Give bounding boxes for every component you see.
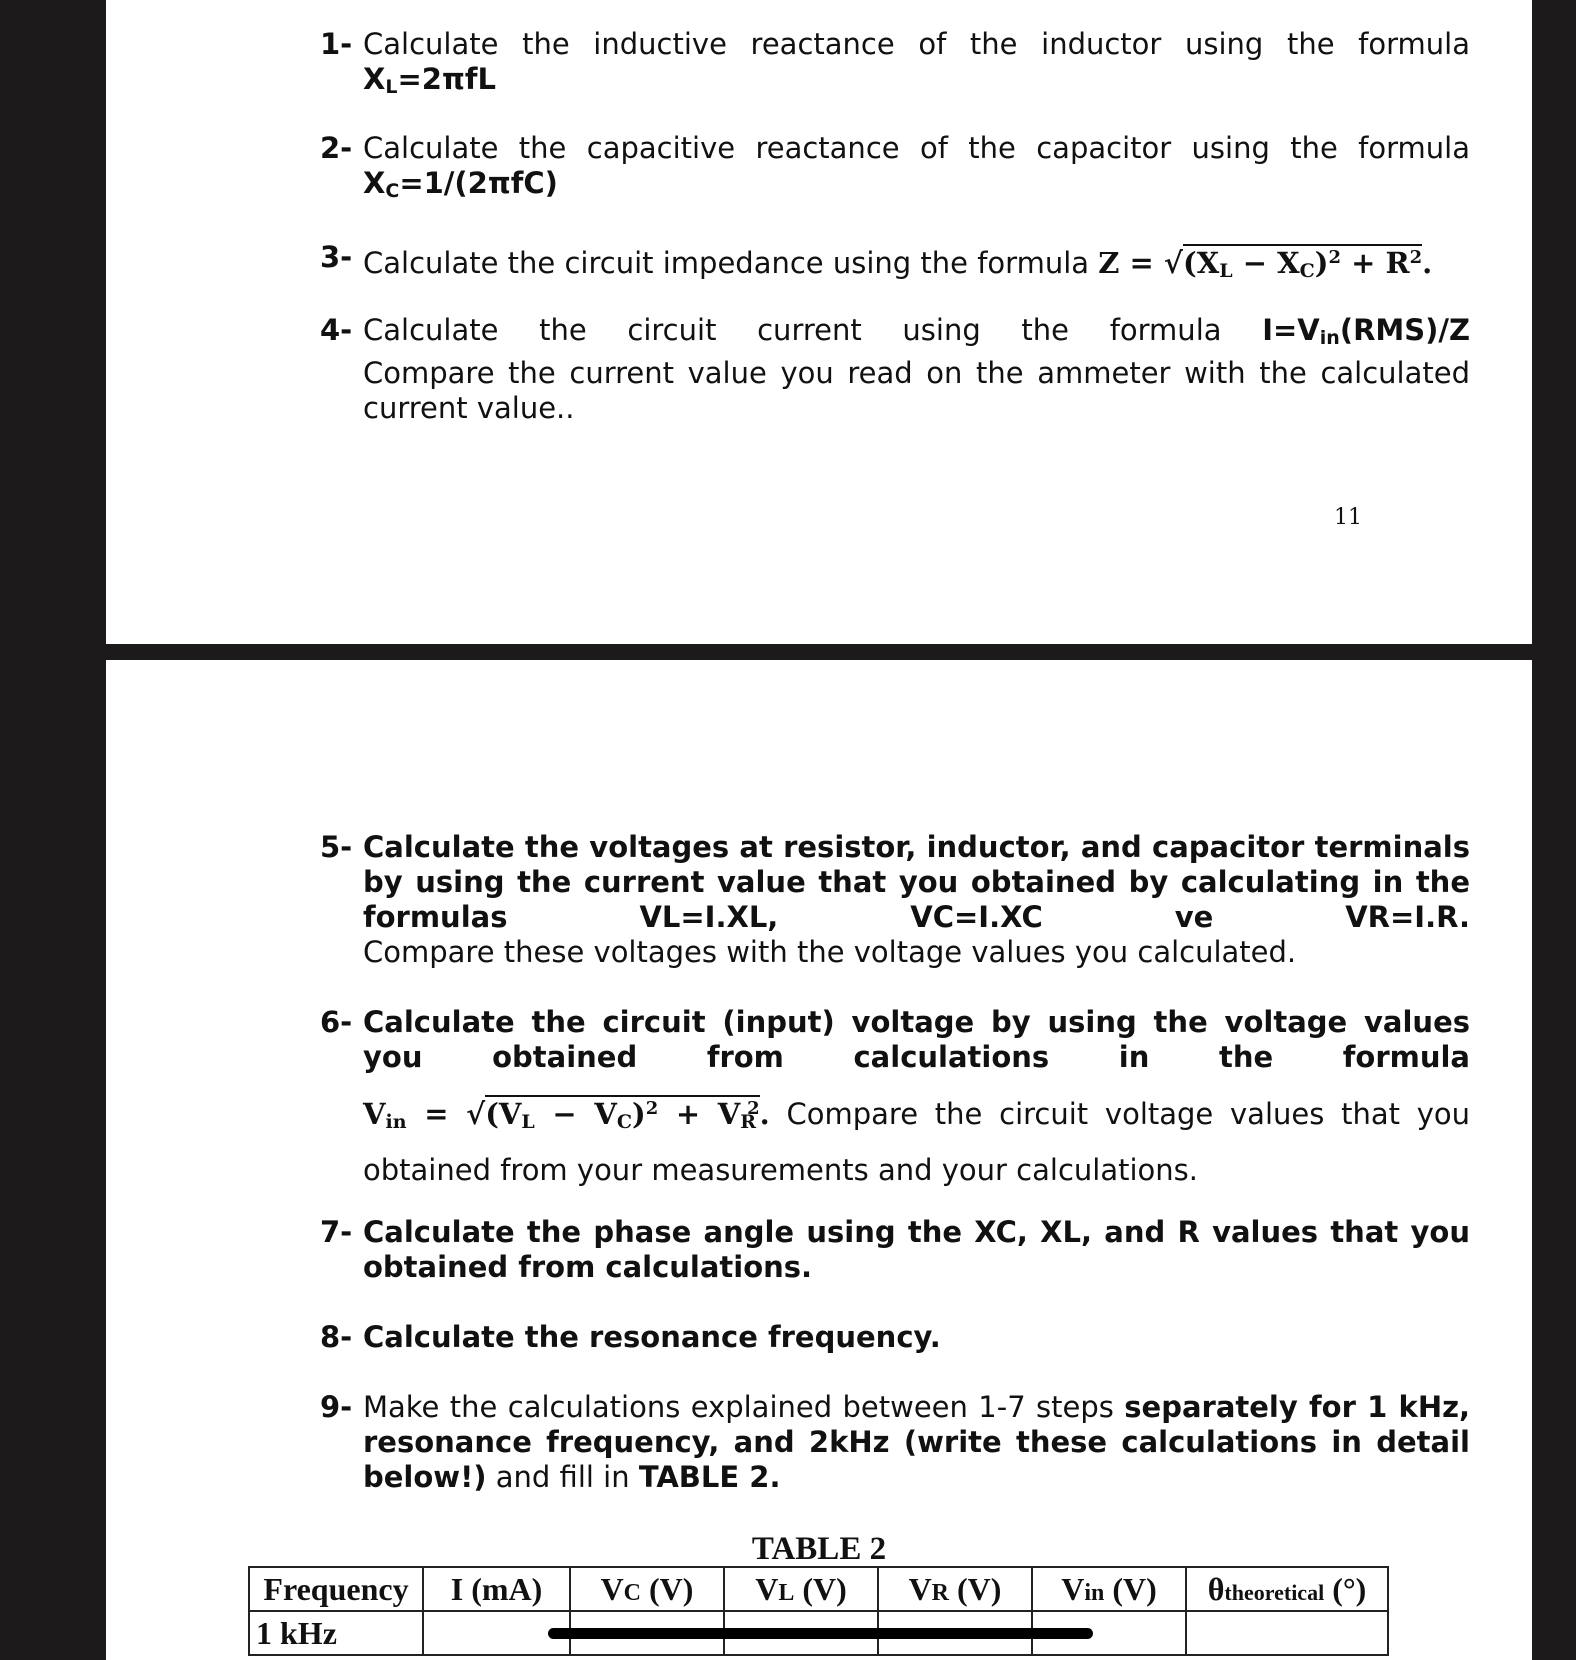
formula-xc: $X_C=1/(2\pi fC)$ <box>363 166 558 202</box>
step-number: 8- <box>320 1320 353 1354</box>
step-text-2: Compare these voltages with the voltage values you calculated. <box>363 935 1297 969</box>
step-3 <box>320 240 1470 289</box>
step-number: 7- <box>320 1215 353 1249</box>
header-vin: Vin (V) <box>1032 1567 1186 1611</box>
table-header-row <box>249 1567 1388 1611</box>
table-2 <box>248 1566 1389 1656</box>
formula-xl: $X_L=2\pi fL$ <box>363 62 496 98</box>
step-text: Make the calculations explained between 1-7 steps <box>363 1390 1114 1424</box>
home-indicator-bar[interactable] <box>548 1628 1093 1639</box>
page-number: 11 <box>1334 505 1362 530</box>
step-text: Calculate the resonance frequency. <box>363 1320 941 1354</box>
step-7 <box>320 1215 1470 1285</box>
header-theta: θtheoretical (°) <box>1186 1567 1388 1611</box>
step-text: Calculate the phase angle using the XC, XL, and R values that you obtained from calculations. <box>363 1215 1470 1284</box>
document-page-11 <box>106 0 1532 644</box>
step-text: Calculate the circuit impedance using the formula <box>363 246 1090 280</box>
step-text-2: $V_{in} = √(V_L - V_C)^2 + V_R^2$. Compare the circuit voltage values that you obtained from your measurements and your calculations. <box>363 1097 1471 1187</box>
step-text-line1: Calculate the circuit current using the formula $I=V_{in}(RMS)/Z$ <box>363 313 1471 349</box>
step-number: 9- <box>320 1390 353 1424</box>
header-vc: VC (V) <box>570 1567 724 1611</box>
step-text-bold: separately for 1 kHz, resonance frequency, and 2kHz (write these calculations in detail below!) <box>363 1390 1471 1494</box>
table-reference: TABLE 2. <box>638 1460 781 1494</box>
step-number: 1- <box>320 27 353 61</box>
header-frequency: Frequency <box>249 1567 423 1611</box>
step-8 <box>320 1320 1470 1355</box>
step-text: Calculate the capacitive reactance of the capacitor using the formula <box>363 131 1470 165</box>
step-number: 3- <box>320 240 353 274</box>
header-vr: VR (V) <box>878 1567 1032 1611</box>
step-4 <box>320 313 1470 426</box>
cell-frequency: 1 kHz <box>249 1611 423 1655</box>
step-1 <box>320 27 1470 105</box>
document-page-12 <box>106 660 1532 1660</box>
step-number: 6- <box>320 1005 353 1039</box>
step-text: Calculate the circuit (input) voltage by using the voltage values you obtained from calculations in the formula <box>363 1005 1470 1074</box>
formula-impedance: $Z = √(X_L - X_C)^2 + R^2$. <box>1098 246 1433 282</box>
step-text-2: and fill in <box>495 1460 630 1494</box>
step-number: 5- <box>320 830 353 864</box>
step-6 <box>320 1005 1470 1194</box>
table-title: TABLE 2 <box>751 1531 887 1567</box>
formula-vin: $V_{in} = √(V_L - V_C)^2 + V_R^2$. <box>363 1097 770 1133</box>
step-number: 4- <box>320 313 353 347</box>
step-text: Calculate the inductive reactance of the inductor using the formula <box>363 27 1470 61</box>
step-9 <box>320 1390 1470 1495</box>
cell-theta[interactable] <box>1186 1611 1388 1655</box>
step-text-line2: Compare the current value you read on the ammeter with the calculated current value.. <box>363 356 1470 425</box>
formula-current: $I=V_{in}(RMS)/Z$ <box>1262 313 1471 349</box>
step-number: 2- <box>320 131 353 165</box>
step-5 <box>320 830 1470 970</box>
step-text: Calculate the voltages at resistor, inductor, and capacitor terminals by using the current value that you obtained by calculating in the formulas VL=I.XL, VC=I.XC ve VR=I.R. <box>363 830 1470 934</box>
step-2 <box>320 131 1470 209</box>
header-current: I (mA) <box>423 1567 570 1611</box>
header-vl: VL (V) <box>724 1567 878 1611</box>
